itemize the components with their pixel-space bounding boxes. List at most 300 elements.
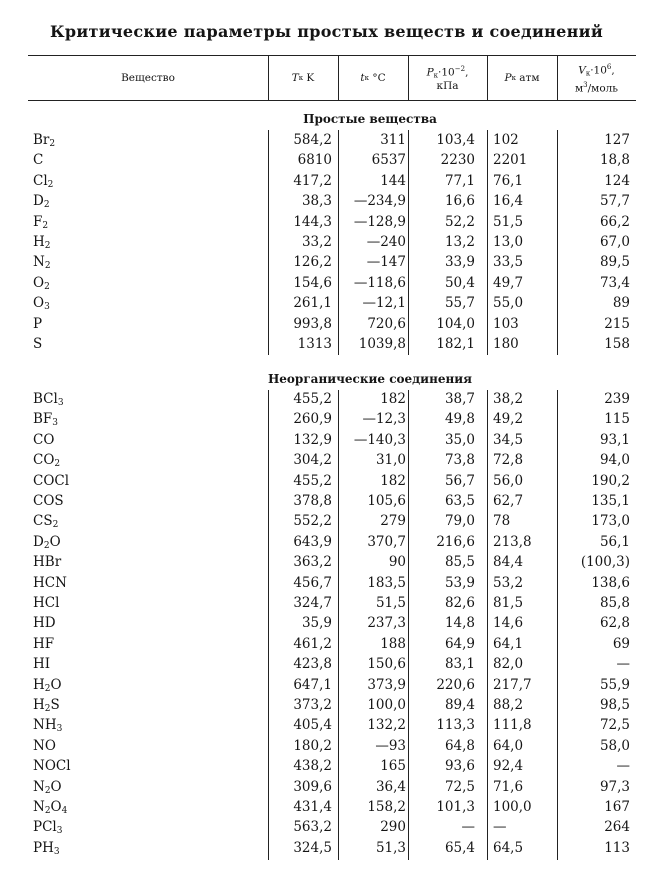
substance-formula (33, 738, 56, 754)
formula-text: O (33, 274, 45, 291)
critical-pressure-kpa: 89,4 (444, 697, 475, 713)
critical-pressure-kpa: 103,4 (436, 132, 475, 148)
critical-temperature-k: 563,2 (293, 819, 332, 836)
critical-pressure-kpa: 77,1 (444, 172, 475, 189)
critical-temperature-k: 126,2 (293, 254, 332, 271)
formula-text: H (33, 697, 45, 713)
critical-pressure-atm: 92,4 (493, 758, 524, 775)
critical-temperature-c: 100,0 (367, 697, 406, 713)
critical-pressure-kpa: 55,7 (444, 295, 475, 312)
critical-temperature-k: 260,9 (293, 411, 332, 428)
critical-volume: 98,5 (599, 697, 630, 713)
formula-text: HF (33, 635, 55, 652)
critical-pressure-atm: 49,7 (493, 274, 524, 291)
critical-temperature-k: 417,2 (293, 172, 332, 189)
formula-subscript: 3 (52, 418, 59, 429)
substance-formula (33, 411, 58, 428)
critical-temperature-k: 647,1 (293, 676, 332, 693)
critical-pressure-kpa: 52,2 (444, 213, 475, 230)
critical-temperature-c: 720,6 (367, 315, 406, 332)
critical-pressure-kpa: 56,7 (444, 472, 475, 489)
table-row (0, 779, 653, 799)
formula-subscript: 2 (47, 179, 54, 190)
critical-volume: 158 (604, 336, 630, 352)
critical-temperature-c: 370,7 (367, 533, 406, 550)
critical-pressure-kpa: 63,5 (444, 493, 475, 509)
table-row (0, 575, 653, 595)
formula-text: CO (33, 431, 55, 448)
critical-volume: 18,8 (599, 152, 630, 169)
formula-text: Cl (33, 172, 48, 189)
critical-pressure-atm: 64,0 (493, 737, 524, 754)
formula-subscript: 3 (57, 398, 64, 408)
critical-temperature-k: 180,2 (293, 737, 332, 754)
substance-formula (33, 214, 48, 231)
substance-formula (33, 697, 60, 714)
formula-text: N (33, 799, 45, 815)
formula-text: O (50, 676, 62, 693)
formula-subscript: 2 (44, 281, 50, 292)
critical-pressure-atm: — (493, 819, 507, 836)
formula-subscript: 2 (44, 241, 51, 251)
header-v: $V_к\cdot 10^6$, $м^3$/моль (574, 63, 619, 94)
critical-pressure-kpa: 113,3 (436, 717, 475, 734)
critical-volume: 190,2 (591, 472, 630, 489)
critical-temperature-c: —12,3 (362, 411, 406, 428)
critical-temperature-k: 324,7 (293, 595, 332, 611)
formula-text: PCl (33, 819, 57, 836)
critical-volume: 124 (604, 172, 630, 189)
formula-subscript: 2 (44, 261, 51, 272)
formula-text: COS (33, 493, 64, 509)
critical-pressure-kpa: — (461, 819, 475, 836)
critical-temperature-c: 1039,8 (358, 336, 406, 352)
formula-text: HCN (33, 574, 67, 591)
critical-pressure-atm: 55,0 (493, 295, 524, 312)
formula-subscript: 2 (52, 520, 59, 531)
table-row (0, 677, 653, 697)
critical-temperature-k: 431,4 (293, 799, 332, 815)
table-row (0, 391, 653, 411)
critical-volume: — (616, 758, 630, 775)
substance-formula (33, 636, 54, 652)
critical-pressure-atm: 53,2 (493, 574, 524, 591)
critical-pressure-kpa: 35,0 (444, 431, 475, 448)
substance-formula (33, 656, 50, 672)
formula-text: BF (33, 411, 53, 428)
critical-pressure-atm: 82,0 (493, 656, 524, 673)
critical-temperature-k: 438,2 (293, 758, 332, 775)
critical-pressure-kpa: 79,0 (444, 513, 475, 530)
critical-volume: 215 (604, 315, 630, 332)
formula-text: D (33, 533, 44, 550)
critical-volume: 138,6 (591, 574, 630, 591)
substance-formula (33, 193, 50, 210)
critical-volume: 73,4 (599, 274, 630, 291)
critical-pressure-atm: 102 (493, 132, 519, 148)
critical-temperature-c: 158,2 (367, 799, 406, 815)
critical-pressure-atm: 56,0 (493, 472, 524, 489)
substance-formula (33, 799, 67, 816)
critical-pressure-kpa: 33,9 (444, 254, 475, 271)
table-row (0, 758, 653, 778)
critical-temperature-k: 324,5 (293, 839, 332, 856)
substance-formula (33, 758, 71, 774)
critical-volume: 113 (604, 839, 630, 856)
substance-formula (33, 173, 53, 190)
table-row (0, 432, 653, 452)
formula-text: F (33, 213, 43, 230)
formula-subscript: 3 (53, 846, 60, 857)
table-row (0, 615, 653, 635)
table-row (0, 173, 653, 193)
formula-text: D (33, 193, 44, 210)
formula-subscript: 2 (49, 139, 56, 149)
critical-pressure-kpa: 53,9 (444, 574, 475, 591)
critical-pressure-atm: 213,8 (493, 533, 532, 550)
substance-formula (33, 391, 64, 408)
formula-subscript: 3 (56, 826, 63, 837)
formula-text: O (50, 799, 62, 815)
critical-temperature-k: 304,2 (293, 452, 332, 469)
critical-temperature-c: 90 (388, 554, 406, 571)
critical-volume: 89,5 (599, 254, 630, 271)
header-p-kpa-unit: кПа (436, 80, 459, 93)
critical-temperature-k: 261,1 (293, 295, 332, 312)
substance-formula (33, 316, 42, 332)
critical-volume: 93,1 (599, 431, 630, 448)
substance-formula (33, 336, 42, 352)
table-row (0, 234, 653, 254)
critical-pressure-kpa: 50,4 (444, 274, 475, 291)
critical-pressure-kpa: 72,5 (444, 778, 475, 795)
critical-volume: 135,1 (591, 493, 630, 509)
formula-text: CO (33, 452, 55, 469)
critical-temperature-c: 150,6 (367, 656, 406, 673)
formula-text: PH (33, 839, 54, 856)
critical-temperature-k: 1313 (297, 336, 332, 352)
substance-formula (33, 432, 54, 448)
table-row (0, 513, 653, 533)
critical-pressure-atm: 33,5 (493, 254, 524, 271)
critical-temperature-k: 144,3 (293, 213, 332, 230)
critical-pressure-atm: 51,5 (493, 213, 524, 230)
table-row (0, 336, 653, 356)
critical-pressure-kpa: 64,9 (444, 635, 475, 652)
critical-pressure-kpa: 38,7 (444, 391, 475, 407)
header-p-atm: P к атм (504, 71, 540, 84)
formula-text: C (33, 152, 44, 169)
formula-text: NO (33, 737, 56, 754)
table-row (0, 636, 653, 656)
critical-pressure-atm: 78 (493, 513, 511, 530)
table-row (0, 254, 653, 274)
critical-temperature-k: 373,2 (293, 697, 332, 713)
table-title: Критические параметры простых веществ и соединений (49, 22, 604, 41)
substance-formula (33, 779, 62, 796)
critical-pressure-kpa: 65,4 (444, 839, 475, 856)
critical-temperature-k: 33,2 (301, 234, 332, 250)
formula-text: O (50, 778, 62, 795)
critical-pressure-kpa: 14,8 (444, 615, 475, 632)
formula-text: HBr (33, 554, 62, 571)
critical-temperature-c: —234,9 (353, 193, 406, 210)
table-row (0, 295, 653, 315)
critical-pressure-kpa: 82,6 (444, 595, 475, 611)
table-row (0, 738, 653, 758)
critical-pressure-atm: 14,6 (493, 615, 524, 632)
critical-pressure-atm: 72,8 (493, 452, 524, 469)
critical-volume: (100,3) (580, 554, 630, 571)
substance-formula (33, 513, 58, 530)
critical-temperature-k: 584,2 (293, 132, 332, 148)
critical-temperature-k: 455,2 (293, 391, 332, 407)
critical-temperature-c: —147 (366, 254, 406, 271)
critical-temperature-k: 154,6 (293, 274, 332, 291)
substance-formula (33, 575, 67, 591)
substance-formula (33, 254, 51, 271)
critical-temperature-k: 643,9 (293, 533, 332, 550)
formula-text: H (33, 676, 45, 693)
critical-volume: 127 (604, 132, 630, 148)
critical-pressure-kpa: 85,5 (444, 554, 475, 571)
critical-temperature-k: 363,2 (293, 554, 332, 571)
critical-temperature-c: 165 (380, 758, 406, 775)
critical-pressure-atm: 180 (493, 336, 519, 352)
substance-formula (33, 677, 62, 694)
substance-formula (33, 132, 55, 149)
table-row (0, 534, 653, 554)
formula-text: HI (33, 656, 51, 673)
critical-pressure-kpa: 104,0 (436, 315, 475, 332)
critical-pressure-atm: 217,7 (493, 676, 532, 693)
substance-formula (33, 554, 61, 570)
critical-pressure-atm: 81,5 (493, 595, 524, 611)
critical-pressure-atm: 2201 (493, 152, 528, 169)
critical-temperature-c: —128,9 (353, 213, 406, 230)
table-row (0, 656, 653, 676)
critical-volume: 67,0 (599, 234, 630, 250)
table-row (0, 799, 653, 819)
critical-volume: 167 (604, 799, 630, 815)
table-row (0, 411, 653, 431)
formula-subscript: 2 (44, 806, 51, 816)
formula-text: P (33, 315, 43, 332)
critical-pressure-atm: 76,1 (493, 172, 524, 189)
critical-volume: 55,9 (599, 676, 630, 693)
critical-temperature-c: 188 (380, 635, 406, 652)
table-row (0, 275, 653, 295)
formula-text: O (49, 533, 61, 550)
critical-temperature-c: 132,2 (367, 717, 406, 734)
formula-subscript: 2 (44, 683, 51, 694)
substance-formula (33, 717, 62, 734)
critical-pressure-atm: 38,2 (493, 391, 524, 407)
header-p-kpa: $P_к\cdot 10^{-2}$, кПа (426, 64, 469, 93)
critical-pressure-kpa: 49,8 (444, 411, 475, 428)
critical-temperature-k: 38,3 (301, 193, 332, 210)
formula-subscript: 2 (44, 704, 51, 714)
critical-temperature-c: —140,3 (353, 431, 406, 448)
substance-formula (33, 493, 64, 509)
header-bottom-rule (28, 100, 636, 101)
table-row (0, 840, 653, 860)
critical-pressure-atm: 62,7 (493, 493, 524, 509)
critical-temperature-c: 51,3 (375, 839, 406, 856)
header-substance: Вещество (121, 71, 175, 84)
section-title-inorganic: Неорганические соединения (267, 372, 473, 386)
critical-temperature-c: 279 (380, 513, 406, 530)
substance-formula (33, 819, 62, 836)
critical-temperature-k: 378,8 (293, 493, 332, 509)
formula-text: O (33, 295, 45, 312)
table-row (0, 473, 653, 493)
critical-pressure-kpa: 16,6 (444, 193, 475, 210)
table-row (0, 316, 653, 336)
critical-temperature-c: 237,3 (367, 615, 406, 632)
critical-temperature-k: 6810 (297, 152, 332, 169)
substance-formula (33, 152, 43, 168)
critical-pressure-atm: 111,8 (493, 717, 532, 734)
formula-text: HCl (33, 595, 60, 611)
critical-pressure-atm: 100,0 (493, 799, 532, 815)
formula-subscript: 2 (44, 785, 51, 796)
critical-temperature-c: 311 (380, 132, 406, 148)
critical-temperature-k: 309,6 (293, 778, 332, 795)
critical-volume: 57,7 (599, 193, 630, 210)
formula-subscript: 3 (44, 302, 50, 313)
section-title-simple: Простые вещества (303, 112, 437, 126)
formula-subscript: 4 (61, 806, 68, 816)
formula-text: HD (33, 615, 56, 632)
critical-temperature-c: —93 (375, 737, 406, 754)
critical-pressure-kpa: 216,6 (436, 533, 475, 550)
table-row (0, 452, 653, 472)
table-row (0, 554, 653, 574)
critical-pressure-kpa: 64,8 (444, 737, 475, 754)
formula-text: S (33, 336, 43, 352)
table-row (0, 214, 653, 234)
critical-temperature-c: —12,1 (362, 295, 406, 312)
formula-text: NOCl (33, 758, 71, 775)
table-row (0, 717, 653, 737)
critical-temperature-c: —240 (366, 234, 406, 250)
critical-pressure-atm: 34,5 (493, 431, 524, 448)
critical-volume: 173,0 (591, 513, 630, 530)
critical-temperature-k: 455,2 (293, 472, 332, 489)
critical-pressure-kpa: 73,8 (444, 452, 475, 469)
critical-temperature-c: 31,0 (375, 452, 406, 469)
formula-text: H (33, 234, 45, 250)
critical-volume: — (616, 656, 630, 673)
substance-formula (33, 275, 50, 292)
critical-temperature-c: 182 (380, 391, 406, 407)
critical-volume: 85,8 (599, 595, 630, 611)
critical-volume: 89 (612, 295, 630, 312)
critical-pressure-kpa: 220,6 (436, 676, 475, 693)
critical-temperature-k: 552,2 (293, 513, 332, 530)
formula-text: Br (33, 132, 50, 148)
substance-formula (33, 234, 51, 251)
critical-volume: 69 (612, 635, 630, 652)
critical-volume: 94,0 (599, 452, 630, 469)
critical-temperature-c: 51,5 (375, 595, 406, 611)
critical-pressure-kpa: 182,1 (436, 336, 475, 352)
critical-temperature-k: 456,7 (293, 574, 332, 591)
critical-temperature-c: 373,9 (367, 676, 406, 693)
formula-text: N (33, 778, 45, 795)
critical-temperature-k: 461,2 (293, 635, 332, 652)
table-row (0, 819, 653, 839)
formula-subscript: 2 (43, 200, 50, 211)
substance-formula (33, 452, 60, 469)
table-row (0, 152, 653, 172)
critical-volume: 58,0 (599, 737, 630, 754)
critical-pressure-atm: 13,0 (493, 234, 524, 250)
table-row (0, 493, 653, 513)
critical-volume: 72,5 (599, 717, 630, 734)
table-row (0, 697, 653, 717)
critical-pressure-kpa: 83,1 (444, 656, 475, 673)
critical-volume: 115 (604, 411, 630, 428)
substance-formula (33, 840, 60, 857)
critical-temperature-k: 132,9 (293, 431, 332, 448)
formula-subscript: 2 (43, 540, 50, 551)
table-row (0, 132, 653, 152)
critical-pressure-kpa: 93,6 (444, 758, 475, 775)
critical-temperature-c: 182 (380, 472, 406, 489)
formula-text: COCl (33, 472, 70, 489)
critical-temperature-c: 290 (380, 819, 406, 836)
formula-subscript: 2 (42, 220, 49, 231)
critical-volume: 56,1 (599, 533, 630, 550)
substance-formula (33, 295, 50, 312)
substance-formula (33, 473, 69, 489)
critical-temperature-c: 36,4 (375, 778, 406, 795)
critical-temperature-c: 105,6 (367, 493, 406, 509)
critical-pressure-atm: 88,2 (493, 697, 524, 713)
substance-formula (33, 595, 59, 611)
critical-pressure-kpa: 2230 (440, 152, 475, 169)
table-row (0, 193, 653, 213)
formula-text: N (33, 254, 45, 271)
formula-text: NH (33, 717, 57, 734)
critical-temperature-c: —118,6 (353, 274, 406, 291)
header-tk: T к K (291, 71, 315, 84)
critical-pressure-kpa: 101,3 (436, 799, 475, 815)
critical-pressure-atm: 103 (493, 315, 519, 332)
critical-pressure-atm: 16,4 (493, 193, 524, 210)
critical-pressure-atm: 64,1 (493, 635, 524, 652)
critical-temperature-k: 35,9 (301, 615, 332, 632)
formula-text: S (50, 697, 60, 713)
header-tc: t к °C (360, 71, 386, 84)
formula-text: CS (33, 513, 53, 530)
critical-temperature-k: 405,4 (293, 717, 332, 734)
critical-volume: 66,2 (599, 213, 630, 230)
critical-temperature-c: 6537 (371, 152, 406, 169)
critical-volume: 264 (604, 819, 630, 836)
critical-pressure-kpa: 13,2 (444, 234, 475, 250)
critical-pressure-atm: 49,2 (493, 411, 524, 428)
critical-temperature-c: 144 (380, 172, 406, 189)
critical-temperature-k: 423,8 (293, 656, 332, 673)
formula-text: BCl (33, 391, 58, 407)
critical-pressure-atm: 64,5 (493, 839, 524, 856)
critical-temperature-c: 183,5 (367, 574, 406, 591)
formula-subscript: 2 (54, 459, 61, 470)
substance-formula (33, 534, 61, 551)
